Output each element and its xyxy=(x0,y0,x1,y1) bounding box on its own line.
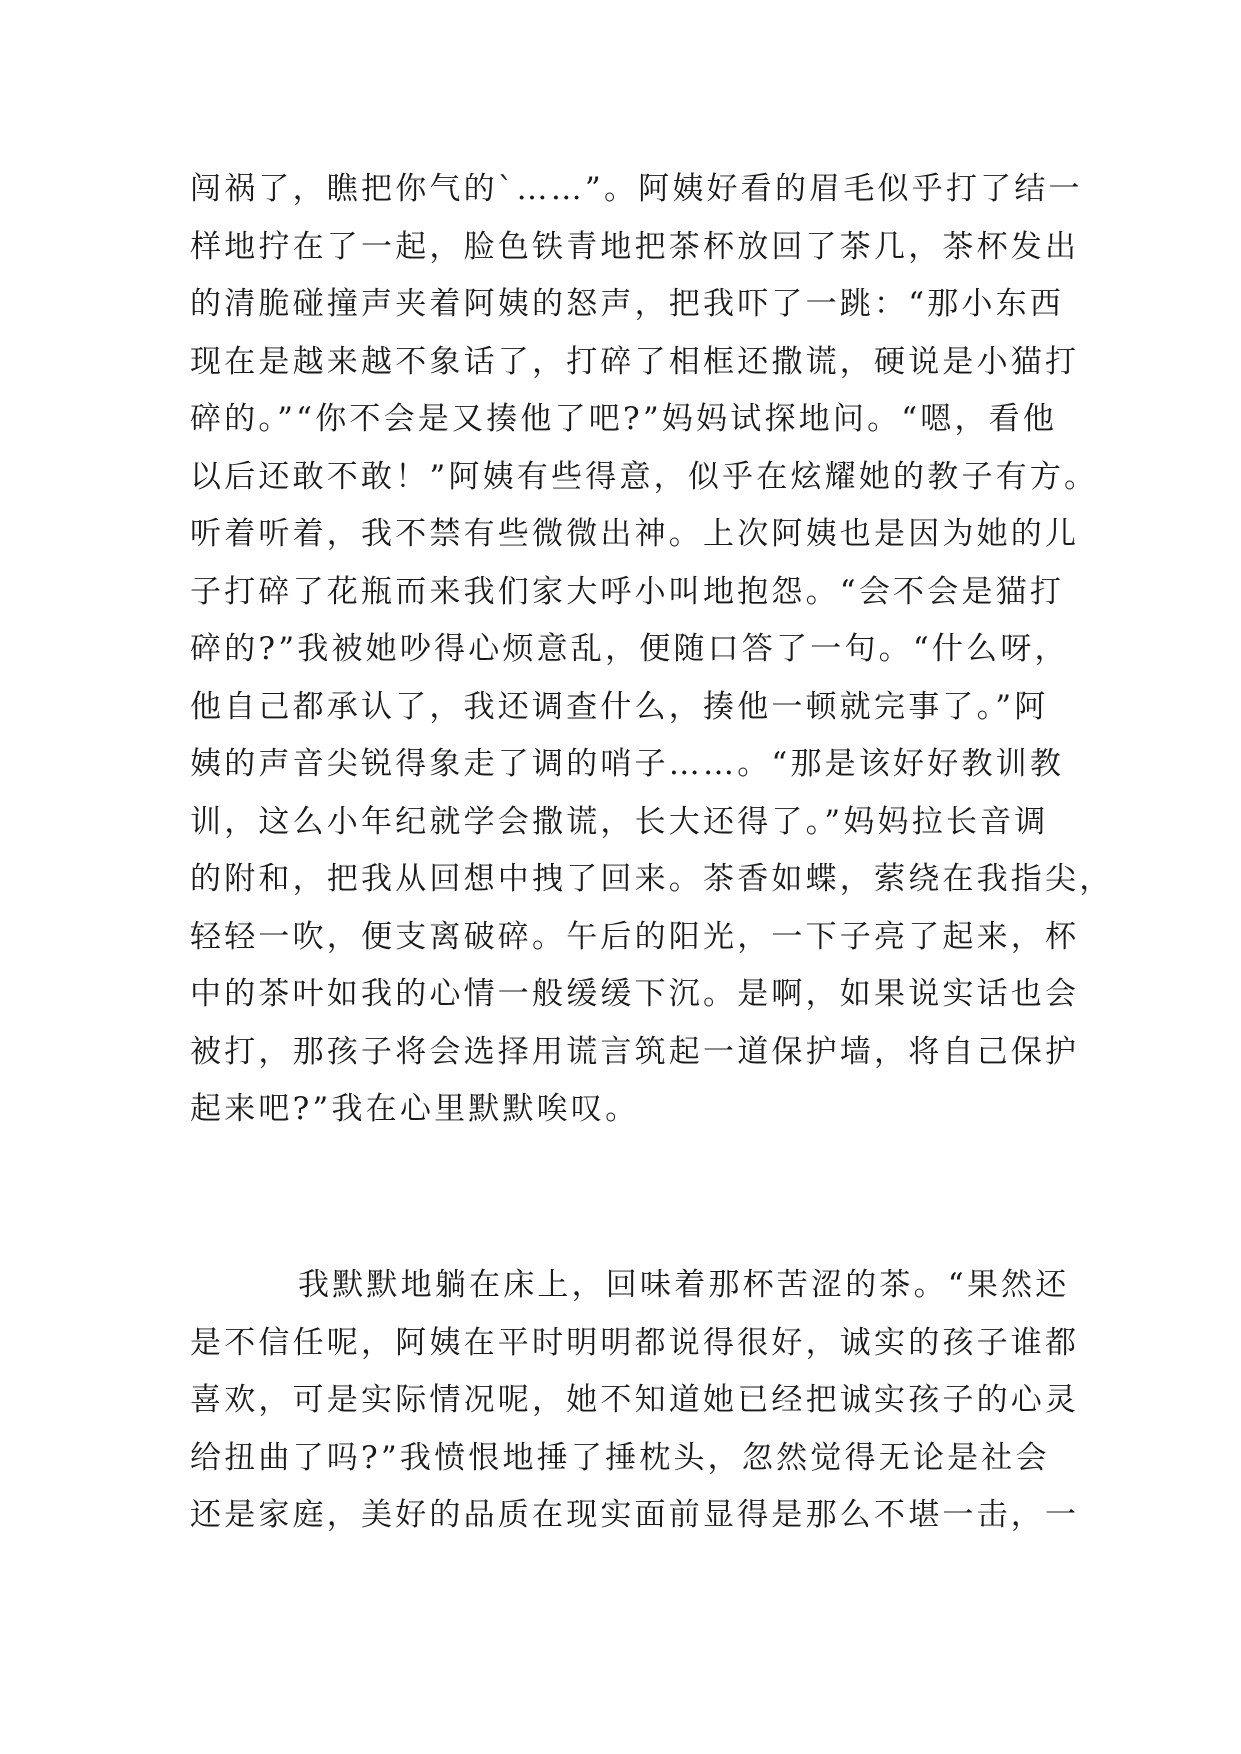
paragraph-1 xyxy=(190,161,1114,1139)
paragraph-1-line-16: 被打，那孩子将会选择用谎言筑起一道保护墙，将自己保护 xyxy=(190,1033,1080,1070)
paragraph-1-line-10: 他自己都承认了，我还调查什么，揍他一顿就完事了。”阿 xyxy=(190,688,1049,725)
paragraph-1-line-6: 以后还敢不敢！”阿姨有些得意，似乎在炫耀她的教子有方。 xyxy=(190,458,1099,495)
paragraph-2 xyxy=(190,1257,1080,1545)
paragraph-1-line-15: 中的茶叶如我的心情一般缓缓下沉。是啊，如果说实话也会 xyxy=(190,976,1080,1012)
paragraph-1-line-8: 子打碎了花瓶而来我们家大呼小叫地抱怨。“会不会是猫打 xyxy=(190,573,1065,610)
paragraph-1-line-5: 碎的。”“你不会是又揍他了吧?”妈妈试探地问。“嗯，看他 xyxy=(190,401,1058,437)
paragraph-2-line-1: 我默默地躺在床上，回味着那杯苦涩的茶。“果然还 xyxy=(298,1267,1070,1303)
paragraph-1-line-2: 样地拧在了一起，脸色铁青地把茶杯放回了茶几，茶杯发出 xyxy=(190,228,1080,265)
paragraph-1-line-13: 的附和，把我从回想中拽了回来。茶香如蝶，萦绕在我指尖， xyxy=(190,861,1114,897)
paragraph-1-line-14: 轻轻一吹，便支离破碎。午后的阳光，一下子亮了起来，杯 xyxy=(190,918,1080,955)
paragraph-1-line-11: 姨的声音尖锐得象走了调的哨子……。“那是该好好教训教 xyxy=(190,746,1065,782)
paragraph-1-line-12: 训，这么小年纪就学会撒谎，长大还得了。”妈妈拉长音调 xyxy=(190,803,1049,840)
paragraph-2-line-2: 是不信任呢，阿姨在平时明明都说得很好，诚实的孩子谁都 xyxy=(190,1324,1080,1361)
paragraph-2-line-5: 还是家庭，美好的品质在现实面前显得是那么不堪一击，一 xyxy=(190,1497,1080,1533)
paragraph-1-line-3: 的清脆碰撞声夹着阿姨的怒声，把我吓了一跳：“那小东西 xyxy=(190,286,1065,322)
paragraph-1-line-7: 听着听着，我不禁有些微微出神。上次阿姨也是因为她的儿 xyxy=(190,516,1080,552)
paragraph-2-line-4: 给扭曲了吗?”我愤恨地捶了捶枕头，忽然觉得无论是社会 xyxy=(190,1439,1050,1476)
paragraph-1-line-4: 现在是越来越不象话了，打碎了相框还撒谎，硬说是小猫打 xyxy=(190,343,1080,380)
paragraph-1-line-9: 碎的?”我被她吵得心烦意乱，便随口答了一句。“什么呀， xyxy=(190,631,1069,667)
paragraph-2-line-3: 喜欢，可是实际情况呢，她不知道她已经把诚实孩子的心灵 xyxy=(190,1382,1080,1418)
paragraph-1-line-17: 起来吧?”我在心里默默唉叹。 xyxy=(190,1091,640,1127)
paragraph-1-line-1: 闯祸了，瞧把你气的`……”。阿姨好看的眉毛似乎打了结一 xyxy=(190,171,1083,207)
